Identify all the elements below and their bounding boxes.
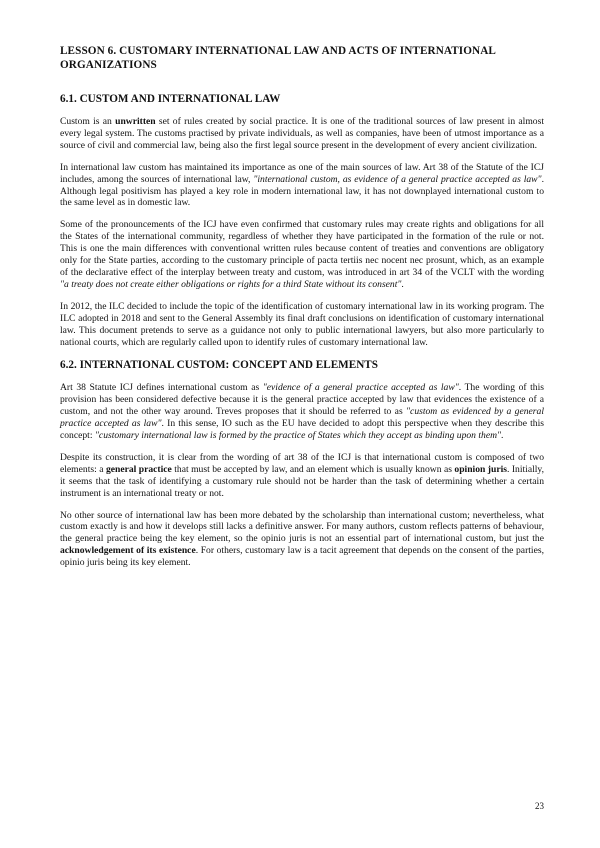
quote: "international custom, as evidence of a general practice accepted as law" xyxy=(253,173,542,185)
quote: "a treaty does not create either obligations or rights for a third State without its consent" xyxy=(60,278,402,290)
paragraph: In international law custom has maintained its importance as one of the main sources of law. Art 38 of the Statute of the ICJ includes, among the sources of international law, "international custom, as evidence of a general practice accepted as law". Although legal positivism has played a key role in modern international law, it has not downplayed international custom to the same level as in domestic law. xyxy=(60,161,544,209)
quote: "customary international law is formed by the practice of States which they accept as binding upon them" xyxy=(94,430,502,442)
paragraph: No other source of international law has been more debated by the scholarship than international custom; nevertheless, what custom exactly is and how it develops still lacks a definitive answer. For many authors, custom reflects patterns of behaviour, the general practice being the key element, so the opinio juris is not an essential part of international custom, but just the acknowledgement of its existence. For others, customary law is a tacit agreement that depends on the consent of the parties, opinio juris being its key element. xyxy=(60,509,544,569)
page-number: 23 xyxy=(535,801,544,811)
bold-term: general practice xyxy=(105,463,172,475)
lesson-title: LESSON 6. CUSTOMARY INTERNATIONAL LAW AND ACTS OF INTERNATIONAL ORGANIZATIONS xyxy=(60,45,496,71)
section-heading-6-1: 6.1. CUSTOM AND INTERNATIONAL LAW xyxy=(60,93,281,105)
quote: "evidence of a general practice accepted as law" xyxy=(262,382,459,394)
section-heading-6-2: 6.2. INTERNATIONAL CUSTOM: CONCEPT AND ELEMENTS xyxy=(60,359,378,372)
bold-term: acknowledgement of its existence xyxy=(60,545,196,557)
bold-term: opinion juris xyxy=(454,463,507,475)
paragraph: In 2012, the ILC decided to include the topic of the identification of customary international law in its working program. The ILC adopted in 2018 and sent to the General Assembly its final draft conclusions on identification of customary international law. This document pretends to serve as a guidance not only to public international lawyers, but also more particularly to national courts, which are regularly called upon to identify rules of customary international law. xyxy=(60,300,544,348)
paragraph: Some of the pronouncements of the ICJ have even confirmed that customary rules may create rights and obligations for all the States of the international community, regardless of whether they have participated in the formation of the rule or not. This is one the main differences with conventional written rules because content of treaties and conventions are obligatory only for the State parties, according to the customary principle of pacta tertiis nec nocent nec prosunt, which, as an example of the declarative effect of the interplay between treaty and custom, was introduced in art 34 of the VCLT with the wording "a treaty does not create either obligations or rights for a third State without its consent". xyxy=(60,219,544,290)
bold-term: unwritten xyxy=(115,116,156,127)
paragraph: Despite its construction, it is clear from the wording of art 38 of the ICJ is that international custom is composed of two elements: a general practice that must be accepted by law, and an element which is usually known as opinion juris. Initially, it seems that the task of identifying a customary rule should not be harder than the task of determining whether a certain instrument is an international treaty or not. xyxy=(60,451,544,499)
paragraph: Custom is an unwritten set of rules created by social practice. It is one of the traditional sources of law present in almost every legal system. The customs practised by private individuals, as well as companies, have been of utmost importance as a source of civil and commercial law, being also the first legal source present in the development of every ancient civilization. xyxy=(60,116,544,151)
paragraph: Art 38 Statute ICJ defines international custom as "evidence of a general practice accepted as law". The wording of this provision has been considered defective because it is the general practice accepted by law that evidences the existence of a custom, and not the other way around. Treves proposes that it should be referred to as "custom as evidenced by a general practice accepted as law". In this sense, IO such as the EU have decided to adopt this perspective when they describe this concept: "customary international law is formed by the practice of States which they accept as binding upon them". xyxy=(60,382,545,442)
quote: "custom as evidenced by a general practice accepted as law" xyxy=(60,406,544,430)
